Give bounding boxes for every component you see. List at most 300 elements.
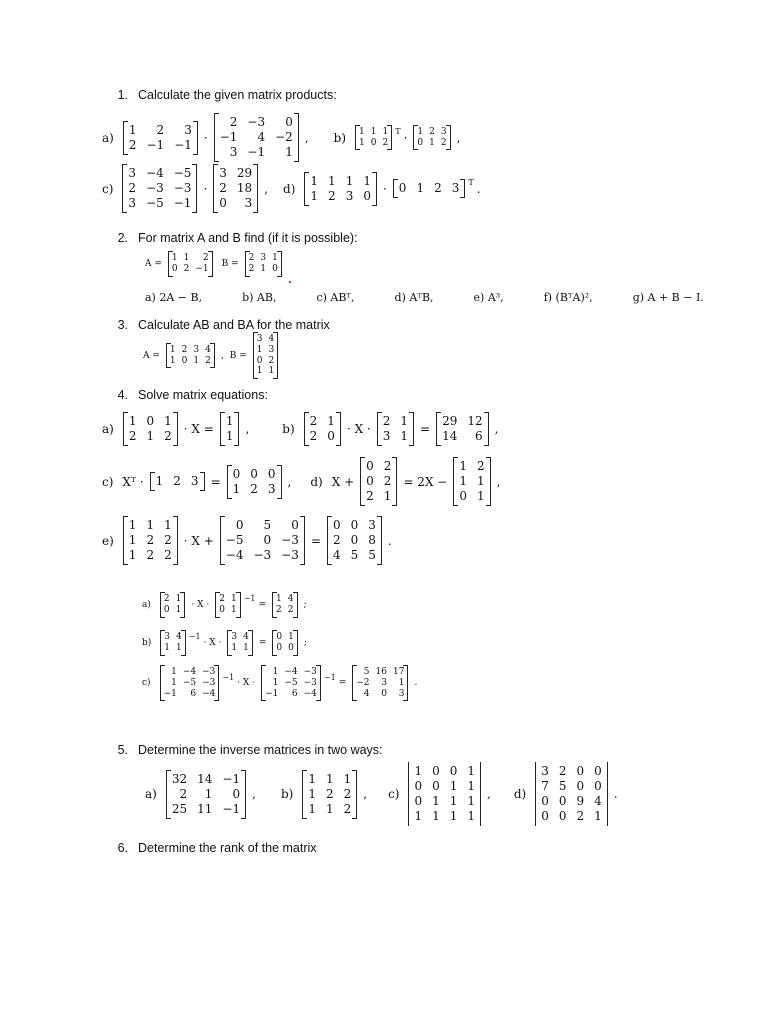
- matrix-cell: 1: [467, 794, 476, 808]
- question-number: 1.: [117, 88, 128, 102]
- matrix: [122, 164, 197, 213]
- matrix-cell: 2: [229, 115, 238, 129]
- part-label: b): [280, 787, 294, 801]
- matrix-cell: −3: [146, 181, 164, 195]
- matrix-cell: 3: [128, 166, 137, 180]
- matrix-row: [409, 762, 480, 779]
- matrix-cell: 0: [219, 196, 227, 210]
- matrix-cell: 1: [308, 801, 316, 816]
- matrix-cell: 3: [345, 188, 354, 203]
- matrix-cell: 1: [276, 594, 282, 604]
- matrix-cell: 1: [169, 355, 176, 366]
- matrix: [352, 665, 408, 701]
- inverse-sup: −1: [188, 632, 201, 642]
- operator: ,: [264, 181, 269, 196]
- matrix-cell: 0: [291, 518, 299, 532]
- matrix-cell: 2: [181, 344, 188, 355]
- matrix-cell: 1: [308, 771, 316, 786]
- matrix-cell: 3: [244, 196, 253, 210]
- matrix-cell: 2: [383, 459, 392, 473]
- matrix-cell: 0: [432, 779, 440, 793]
- matrix-row: [167, 802, 245, 819]
- matrix-row: [161, 592, 184, 605]
- matrix-cell: 1: [232, 481, 241, 496]
- matrix-row: [536, 779, 607, 794]
- matrix-cell: 2: [366, 489, 374, 503]
- matrix-cell: 2: [382, 414, 391, 428]
- matrix-cell: 3: [229, 145, 238, 159]
- matrix-cell: 1: [327, 414, 335, 428]
- matrix-cell: 2: [183, 263, 190, 274]
- matrix-cell: 25: [171, 801, 188, 816]
- matrix-row: [356, 125, 391, 138]
- operator: Xᵀ ·: [122, 474, 144, 489]
- matrix-cell: 1: [417, 126, 424, 137]
- matrix-cell: 1: [383, 489, 392, 503]
- inverse-sup: −1: [323, 672, 336, 682]
- matrix-cell: 1: [175, 604, 182, 615]
- matrix-cell: 1: [449, 779, 458, 793]
- matrix-cell: 1: [272, 253, 278, 263]
- matrix-wrapper: [163, 343, 218, 369]
- matrix-row: [361, 457, 396, 474]
- matrix-wrapper: [119, 164, 200, 213]
- matrix-cell: 1: [176, 642, 182, 653]
- matrix-row: [454, 489, 489, 506]
- matrix: [168, 251, 213, 277]
- matrix: [413, 125, 450, 151]
- q4-row-5: [142, 630, 310, 656]
- matrix-wrapper: [212, 592, 243, 618]
- matrix-wrapper: [532, 762, 611, 826]
- question-number: 6.: [117, 841, 128, 855]
- matrix-cell: 2: [429, 126, 435, 137]
- matrix: [272, 630, 297, 656]
- matrix-cell: 1: [370, 126, 377, 137]
- matrix-cell: −3: [247, 115, 266, 129]
- matrix-cell: −1: [219, 130, 238, 144]
- matrix-cell: −3: [253, 548, 272, 562]
- matrix-cell: 1: [449, 794, 458, 808]
- matrix-cell: −5: [173, 166, 192, 180]
- matrix-wrapper: [217, 516, 308, 565]
- matrix-wrapper: [157, 630, 188, 656]
- matrix-wrapper: [410, 125, 453, 151]
- matrix-row: [215, 113, 298, 130]
- matrix-row: [394, 179, 465, 198]
- operator: ,: [252, 787, 256, 801]
- matrix-cell: −1: [195, 263, 209, 274]
- matrix-cell: 0: [232, 466, 241, 481]
- matrix-cell: 1: [310, 173, 319, 188]
- matrix-cell: 1: [171, 677, 177, 688]
- matrix-cell: 2: [309, 429, 318, 443]
- q4-row-2: [102, 457, 503, 506]
- matrix-cell: 0: [449, 764, 458, 778]
- matrix-cell: 6: [291, 688, 298, 699]
- part-label: c): [142, 678, 151, 689]
- matrix-cell: 1: [359, 126, 365, 137]
- operator: X +: [331, 474, 355, 489]
- matrix-cell: 1: [594, 809, 602, 823]
- matrix-cell: 8: [368, 533, 376, 547]
- matrix-cell: 0: [276, 632, 283, 642]
- matrix-row: [536, 794, 607, 809]
- matrix: [272, 592, 297, 618]
- matrix-row: [167, 356, 214, 369]
- matrix-row: [454, 457, 489, 474]
- matrix-cell: 5: [263, 518, 272, 532]
- matrix-cell: −4: [146, 166, 164, 180]
- matrix-row: [161, 630, 184, 643]
- matrix: [535, 762, 608, 826]
- matrix-row: [378, 412, 413, 429]
- matrix: [213, 164, 258, 213]
- matrix-row: [228, 465, 281, 482]
- matrix-cell: 1: [359, 137, 365, 148]
- matrix-cell: 16: [375, 667, 387, 677]
- matrix-cell: 1: [432, 809, 440, 823]
- matrix-row: [169, 251, 212, 264]
- operator: ,: [494, 422, 499, 436]
- question-text: Determine the inverse matrices in two ways:: [138, 743, 383, 757]
- matrix-wrapper: [269, 592, 300, 618]
- matrix-row: [124, 412, 177, 429]
- transpose-sup: T: [395, 127, 401, 136]
- matrix-wrapper: [352, 125, 395, 151]
- operator: .: [414, 678, 418, 689]
- matrix-cell: 0: [350, 518, 359, 532]
- matrix-wrapper: [301, 412, 344, 446]
- matrix-row: [221, 412, 239, 429]
- matrix-row: [414, 138, 449, 151]
- matrix-cell: 2: [164, 533, 172, 547]
- matrix-cell: 1: [256, 366, 263, 377]
- matrix-cell: −5: [225, 533, 244, 547]
- matrix-row: [246, 251, 281, 264]
- question-number: 5.: [117, 743, 128, 757]
- matrix-row: [328, 548, 381, 565]
- matrix-cell: 2: [250, 481, 258, 496]
- question-1-heading: [114, 88, 337, 102]
- matrix-row: [437, 429, 488, 446]
- matrix-row: [262, 665, 320, 678]
- matrix-cell: 1: [128, 414, 137, 428]
- matrix-row: [409, 779, 480, 794]
- operator: ,: [363, 787, 368, 801]
- operator: · X +: [183, 533, 214, 548]
- matrix-cell: 4: [287, 594, 294, 604]
- matrix-row: [262, 678, 320, 689]
- matrix-cell: 3: [128, 196, 137, 210]
- operator: A =: [145, 258, 162, 269]
- part-item: d) AᵀB,: [394, 291, 434, 304]
- matrix-cell: 1: [459, 474, 467, 488]
- question-text: For matrix A and B find (if it is possible):: [138, 231, 358, 245]
- q5-row: [145, 762, 621, 826]
- matrix-row: [123, 196, 196, 213]
- matrix-cell: 1: [175, 594, 182, 604]
- matrix: [227, 465, 282, 499]
- matrix-cell: 11: [197, 801, 213, 816]
- matrix-cell: 0: [594, 779, 602, 793]
- part-label: c): [388, 787, 400, 801]
- matrix-cell: 2: [164, 548, 172, 562]
- matrix-cell: 0: [366, 459, 374, 473]
- matrix-cell: 1: [308, 786, 316, 801]
- matrix-row: [254, 356, 277, 367]
- matrix-row: [221, 429, 239, 446]
- matrix: [408, 762, 481, 826]
- operator: · X ·: [191, 599, 210, 610]
- matrix-cell: 17: [392, 667, 405, 677]
- matrix-wrapper: [433, 412, 492, 446]
- part-label: c): [102, 181, 114, 196]
- matrix-wrapper: [250, 332, 281, 379]
- matrix-cell: 29: [236, 166, 253, 180]
- matrix-row: [328, 516, 381, 533]
- inverse-sup: −1: [243, 594, 256, 604]
- matrix-cell: 2: [382, 137, 389, 148]
- operator: ,: [287, 474, 292, 489]
- matrix-cell: 1: [146, 429, 155, 443]
- operator: ,: [220, 350, 224, 361]
- matrix-wrapper: [390, 179, 469, 198]
- matrix-cell: 0: [370, 137, 377, 148]
- part-label: d): [310, 474, 323, 489]
- matrix-row: [353, 665, 407, 678]
- matrix-row: [246, 264, 281, 277]
- q2-matrices: [142, 251, 285, 277]
- q3-matrices: [140, 332, 281, 379]
- matrix-cell: 6: [190, 688, 197, 699]
- matrix-row: [214, 164, 257, 181]
- matrix-cell: 0: [171, 263, 178, 274]
- matrix-cell: −4: [225, 548, 244, 562]
- matrix-row: [215, 130, 298, 145]
- q1-row-1: [102, 113, 463, 162]
- matrix-row: [378, 429, 413, 446]
- matrix-cell: 1: [325, 771, 334, 786]
- question-6-heading: [114, 841, 317, 855]
- matrix-cell: 2: [146, 533, 155, 547]
- matrix-cell: 2: [219, 594, 225, 604]
- operator: · X ·: [237, 678, 256, 689]
- matrix-row: [305, 172, 376, 189]
- matrix-cell: 2: [558, 764, 567, 778]
- matrix-cell: 0: [235, 518, 244, 532]
- matrix-cell: 2: [163, 594, 170, 604]
- matrix-cell: 3: [541, 764, 549, 778]
- matrix-cell: 2: [332, 533, 341, 547]
- matrix-cell: −3: [202, 667, 216, 677]
- matrix-cell: 0: [263, 533, 272, 547]
- matrix: [215, 592, 240, 618]
- matrix-cell: 1: [193, 355, 200, 366]
- matrix-cell: 0: [163, 604, 170, 615]
- matrix-cell: 29: [442, 414, 458, 428]
- matrix-cell: 1: [164, 642, 171, 653]
- matrix-cell: 1: [164, 518, 172, 532]
- matrix-cell: 2: [248, 263, 255, 274]
- matrix-cell: 3: [231, 632, 238, 642]
- matrix-cell: 12: [467, 414, 483, 428]
- matrix-cell: 0: [332, 518, 341, 532]
- matrix-cell: 3: [256, 334, 263, 344]
- matrix-wrapper: [258, 665, 324, 701]
- matrix-cell: 2: [328, 188, 336, 203]
- matrix-cell: 1: [225, 414, 234, 428]
- matrix-cell: 0: [350, 533, 359, 547]
- matrix-cell: 1: [325, 801, 334, 816]
- matrix-wrapper: [163, 770, 249, 819]
- matrix-cell: 2: [268, 355, 275, 366]
- matrix-row: [328, 533, 381, 548]
- matrix-cell: 1: [328, 173, 336, 188]
- matrix-row: [214, 181, 257, 196]
- matrix-cell: 0: [576, 764, 585, 778]
- matrix-cell: −1: [247, 145, 266, 159]
- matrix-cell: 2: [383, 474, 392, 488]
- matrix-cell: 1: [272, 677, 279, 688]
- matrix-wrapper: [450, 457, 493, 506]
- matrix-row: [353, 689, 407, 702]
- matrix-cell: 1: [155, 474, 164, 488]
- matrix-cell: 0: [256, 355, 263, 366]
- matrix-wrapper: [224, 465, 285, 499]
- matrix: [227, 630, 252, 656]
- matrix-wrapper: [147, 472, 208, 491]
- matrix-cell: 0: [327, 429, 335, 443]
- matrix-cell: 3: [267, 481, 276, 496]
- matrix-cell: 32: [171, 771, 188, 786]
- matrix-row: [409, 809, 480, 826]
- operator: ,: [245, 422, 250, 436]
- matrix: [327, 516, 382, 565]
- matrix-row: [216, 592, 239, 605]
- matrix-cell: 0: [558, 794, 567, 808]
- matrix-cell: 2: [477, 459, 485, 473]
- question-text: Calculate the given matrix products:: [138, 88, 337, 102]
- matrix-cell: 3: [382, 429, 391, 443]
- part-label: b): [282, 422, 295, 436]
- operator: .: [387, 533, 392, 548]
- matrix-cell: 3: [381, 677, 387, 688]
- matrix-cell: 0: [459, 489, 467, 503]
- part-label: a): [102, 130, 114, 145]
- matrix-cell: 0: [594, 764, 602, 778]
- matrix-cell: 1: [128, 548, 137, 562]
- inverse-sup: −1: [222, 672, 235, 682]
- matrix-cell: −5: [284, 677, 298, 688]
- matrix-row: [124, 516, 177, 533]
- matrix-wrapper: [301, 172, 380, 206]
- matrix-wrapper: [157, 665, 223, 701]
- matrix-cell: 2: [219, 181, 227, 195]
- matrix-cell: 1: [467, 809, 476, 823]
- matrix-cell: 2: [173, 474, 181, 488]
- matrix-cell: 0: [288, 642, 294, 653]
- matrix-wrapper: [211, 113, 302, 162]
- matrix-row: [303, 770, 356, 787]
- matrix-cell: 2: [202, 253, 209, 263]
- matrix-row: [123, 164, 196, 181]
- matrix-row: [273, 592, 296, 605]
- matrix-cell: 1: [171, 253, 178, 263]
- matrix-row: [124, 138, 197, 155]
- matrix-cell: 1: [449, 809, 458, 823]
- question-text: Solve matrix equations:: [138, 388, 268, 402]
- matrix-cell: 0: [181, 355, 188, 366]
- matrix-cell: 0: [250, 466, 258, 481]
- operator: .: [613, 787, 618, 801]
- matrix-row: [167, 770, 245, 787]
- matrix-cell: 1: [204, 786, 213, 801]
- red-mark: [289, 281, 291, 283]
- matrix-cell: 1: [429, 137, 435, 148]
- matrix-cell: 1: [230, 604, 237, 615]
- matrix-row: [536, 762, 607, 779]
- matrix-cell: 2: [440, 137, 447, 148]
- matrix-cell: 3: [164, 632, 171, 642]
- part-label: a): [142, 599, 151, 610]
- matrix-cell: 1: [128, 518, 137, 532]
- matrix-cell: 3: [451, 181, 460, 195]
- matrix-cell: 1: [400, 429, 409, 443]
- matrix: [393, 179, 466, 198]
- matrix-row: [273, 630, 296, 643]
- part-item: b) AB,: [242, 291, 277, 304]
- part-label: b): [142, 637, 152, 648]
- matrix-cell: 3: [184, 122, 192, 137]
- matrix-cell: 1: [231, 642, 238, 653]
- operator: ,: [496, 474, 501, 489]
- matrix-cell: 0: [285, 115, 293, 129]
- matrix-cell: 0: [432, 764, 440, 778]
- operator: ,: [304, 130, 309, 145]
- matrix: [245, 251, 282, 277]
- matrix-cell: −2: [356, 677, 370, 688]
- matrix: [304, 172, 377, 206]
- matrix-row: [254, 345, 277, 356]
- matrix-wrapper: [165, 251, 216, 277]
- matrix-cell: 1: [400, 414, 409, 428]
- matrix: [377, 412, 414, 446]
- matrix-cell: −3: [281, 548, 299, 562]
- matrix-cell: 1: [416, 181, 425, 195]
- matrix-wrapper: [357, 457, 400, 506]
- matrix-cell: 5: [368, 548, 376, 562]
- matrix-row: [167, 343, 214, 356]
- matrix-row: [409, 794, 480, 809]
- matrix-cell: −5: [146, 196, 164, 210]
- matrix-row: [151, 472, 204, 491]
- question-text: Determine the rank of the matrix: [138, 841, 317, 855]
- matrix: [261, 665, 321, 701]
- part-label: a): [102, 422, 114, 436]
- matrix-row: [215, 145, 298, 162]
- matrix: [253, 332, 278, 379]
- matrix-cell: 0: [276, 642, 283, 653]
- matrix-cell: −4: [284, 667, 298, 677]
- part-label: d): [283, 181, 296, 196]
- matrix-row: [221, 548, 304, 565]
- matrix-cell: 4: [363, 688, 370, 699]
- matrix-row: [414, 125, 449, 138]
- matrix-cell: −3: [303, 677, 317, 688]
- matrix-wrapper: [299, 770, 360, 819]
- operator: =: [258, 599, 267, 610]
